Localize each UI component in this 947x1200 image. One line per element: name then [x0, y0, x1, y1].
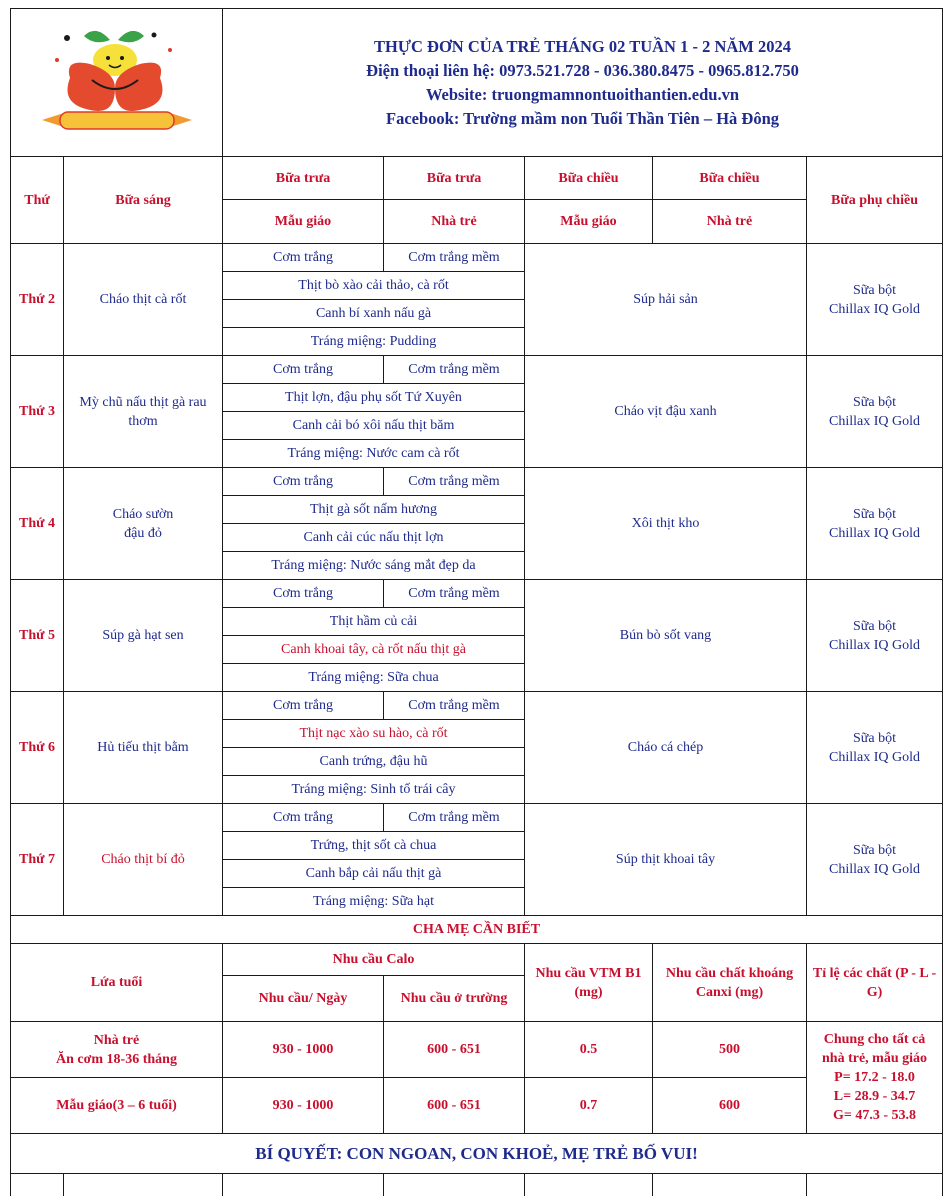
per-day-value: 930 - 1000 [223, 1078, 384, 1134]
day-row [11, 804, 943, 832]
day-row [11, 580, 943, 608]
needs-row [11, 1022, 943, 1078]
main-dish: Thịt gà sốt nấm hương [223, 496, 525, 524]
main-dish: Thịt nạc xào su hào, cà rốt [223, 720, 525, 748]
rice-nursery: Cơm trắng mềm [384, 580, 525, 608]
header-info [223, 9, 943, 157]
breakfast-cell: Cháo sườn đậu đỏ [64, 468, 223, 580]
menu-title: THỰC ĐƠN CỦA TRẺ THÁNG 02 TUẦN 1 - 2 NĂM 2024 [374, 36, 791, 56]
main-dish: Trứng, thịt sốt cà chua [223, 832, 525, 860]
soup-dish: Canh cải cúc nấu thịt lợn [223, 524, 525, 552]
col-day: Thứ [11, 157, 64, 244]
snack-cell: Sữa bột Chillax IQ Gold [807, 804, 943, 916]
rice-nursery: Cơm trắng mềm [384, 468, 525, 496]
rice-kindergarten: Cơm trắng [223, 244, 384, 272]
per-day-header: Nhu cầu/ Ngày [223, 976, 384, 1022]
per-day-value: 930 - 1000 [223, 1022, 384, 1078]
rice-kindergarten: Cơm trắng [223, 692, 384, 720]
day-label: Thứ 4 [11, 468, 64, 580]
dessert: Tráng miệng: Pudding [223, 328, 525, 356]
day-label: Thứ 7 [11, 804, 64, 916]
col-afternoon-nt-sub: Nhà trẻ [653, 200, 807, 244]
col-afternoon-nt: Bữa chiều [653, 157, 807, 200]
rice-nursery: Cơm trắng mềm [384, 692, 525, 720]
rice-nursery: Cơm trắng mềm [384, 244, 525, 272]
rice-kindergarten: Cơm trắng [223, 356, 384, 384]
breakfast-cell: Hủ tiếu thịt bằm [64, 692, 223, 804]
age-cell: Mẫu giáo(3 – 6 tuổi) [11, 1078, 223, 1134]
col-lunch-nt: Bữa trưa [384, 157, 525, 200]
snack-cell: Sữa bột Chillax IQ Gold [807, 580, 943, 692]
dessert: Tráng miệng: Sữa hạt [223, 888, 525, 916]
col-snack: Bữa phụ chiều [807, 157, 943, 244]
vtm-header: Nhu cầu VTM B1 (mg) [525, 944, 653, 1022]
day-row [11, 244, 943, 272]
rice-kindergarten: Cơm trắng [223, 804, 384, 832]
breakfast-cell: Súp gà hạt sen [64, 580, 223, 692]
dessert: Tráng miệng: Nước sáng mắt đẹp da [223, 552, 525, 580]
breakfast-cell: Mỳ chũ nấu thịt gà rau thơm [64, 356, 223, 468]
age-cell: Nhà trẻ Ăn cơm 18-36 tháng [11, 1022, 223, 1078]
afternoon-cell: Cháo vịt đậu xanh [525, 356, 807, 468]
logo [11, 9, 223, 157]
main-dish: Thịt lợn, đậu phụ sốt Tứ Xuyên [223, 384, 525, 412]
mineral-header: Nhu cầu chất khoáng Canxi (mg) [653, 944, 807, 1022]
col-lunch-mg: Bữa trưa [223, 157, 384, 200]
facebook-line: Facebook: Trường mầm non Tuổi Thần Tiên – Hà Đông [386, 108, 779, 128]
needs-row [11, 1078, 943, 1134]
day-row [11, 468, 943, 496]
parents-heading: CHA MẸ CẦN BIẾT [11, 916, 943, 944]
menu-table [10, 8, 943, 1196]
dessert: Tráng miệng: Sinh tố trái cây [223, 776, 525, 804]
snack-cell: Sữa bột Chillax IQ Gold [807, 468, 943, 580]
age-header: Lứa tuổi [11, 944, 223, 1022]
vtm-value: 0.5 [525, 1022, 653, 1078]
day-label: Thứ 6 [11, 692, 64, 804]
dessert: Tráng miệng: Nước cam cà rốt [223, 440, 525, 468]
day-label: Thứ 5 [11, 580, 64, 692]
breakfast-cell: Cháo thịt cà rốt [64, 244, 223, 356]
col-lunch-mg-sub: Mẫu giáo [223, 200, 384, 244]
rice-kindergarten: Cơm trắng [223, 580, 384, 608]
col-afternoon-mg-sub: Mẫu giáo [525, 200, 653, 244]
calcium-value: 600 [653, 1078, 807, 1134]
menu-page [10, 8, 942, 1196]
dessert: Tráng miệng: Sữa chua [223, 664, 525, 692]
rice-kindergarten: Cơm trắng [223, 468, 384, 496]
website-line: Website: truongmamnontuoithantien.edu.vn [425, 84, 740, 104]
afternoon-cell: Cháo cá chép [525, 692, 807, 804]
calo-header: Nhu cầu Calo [223, 944, 525, 976]
at-school-header: Nhu cầu ở trường [384, 976, 525, 1022]
day-row [11, 692, 943, 720]
soup-dish: Canh trứng, đậu hũ [223, 748, 525, 776]
snack-cell: Sữa bột Chillax IQ Gold [807, 692, 943, 804]
rice-nursery: Cơm trắng mềm [384, 356, 525, 384]
snack-cell: Sữa bột Chillax IQ Gold [807, 244, 943, 356]
at-school-value: 600 - 651 [384, 1022, 525, 1078]
parents-heading-row [11, 916, 943, 944]
col-lunch-nt-sub: Nhà trẻ [384, 200, 525, 244]
afternoon-cell: Bún bò sốt vang [525, 580, 807, 692]
soup-dish: Canh bắp cải nấu thịt gà [223, 860, 525, 888]
footer-row [11, 1134, 943, 1174]
footer-slogan: BÍ QUYẾT: CON NGOAN, CON KHOẺ, MẸ TRẺ BỐ VUI! [11, 1134, 943, 1174]
main-dish: Thịt bò xào cải thảo, cà rốt [223, 272, 525, 300]
day-row [11, 356, 943, 384]
at-school-value: 600 - 651 [384, 1078, 525, 1134]
header-row [11, 9, 943, 157]
main-dish: Thịt hầm củ cải [223, 608, 525, 636]
soup-dish: Canh bí xanh nấu gà [223, 300, 525, 328]
parents-header-row-1 [11, 944, 943, 976]
afternoon-cell: Súp thịt khoai tây [525, 804, 807, 916]
phone-line: Điện thoại liên hệ: 0973.521.728 - 036.380.8475 - 0965.812.750 [366, 60, 799, 80]
logo-mascot-icon [22, 20, 212, 140]
rice-nursery: Cơm trắng mềm [384, 804, 525, 832]
ratio-note: Chung cho tất cả nhà trẻ, mẫu giáo P= 17.2 - 18.0 L= 28.9 - 34.7 G= 47.3 - 53.8 [807, 1022, 943, 1134]
soup-dish: Canh cải bó xôi nấu thịt băm [223, 412, 525, 440]
afternoon-cell: Súp hải sản [525, 244, 807, 356]
ratio-header: Tỉ lệ các chất (P - L - G) [807, 944, 943, 1022]
col-breakfast: Bữa sáng [64, 157, 223, 244]
calcium-value: 500 [653, 1022, 807, 1078]
afternoon-cell: Xôi thịt kho [525, 468, 807, 580]
vtm-value: 0.7 [525, 1078, 653, 1134]
soup-dish: Canh khoai tây, cà rốt nấu thịt gà [223, 636, 525, 664]
day-label: Thứ 3 [11, 356, 64, 468]
breakfast-cell: Cháo thịt bí đỏ [64, 804, 223, 916]
snack-cell: Sữa bột Chillax IQ Gold [807, 356, 943, 468]
column-header-row-1 [11, 157, 943, 200]
stub-row [11, 1174, 943, 1196]
day-label: Thứ 2 [11, 244, 64, 356]
col-afternoon-mg: Bữa chiều [525, 157, 653, 200]
